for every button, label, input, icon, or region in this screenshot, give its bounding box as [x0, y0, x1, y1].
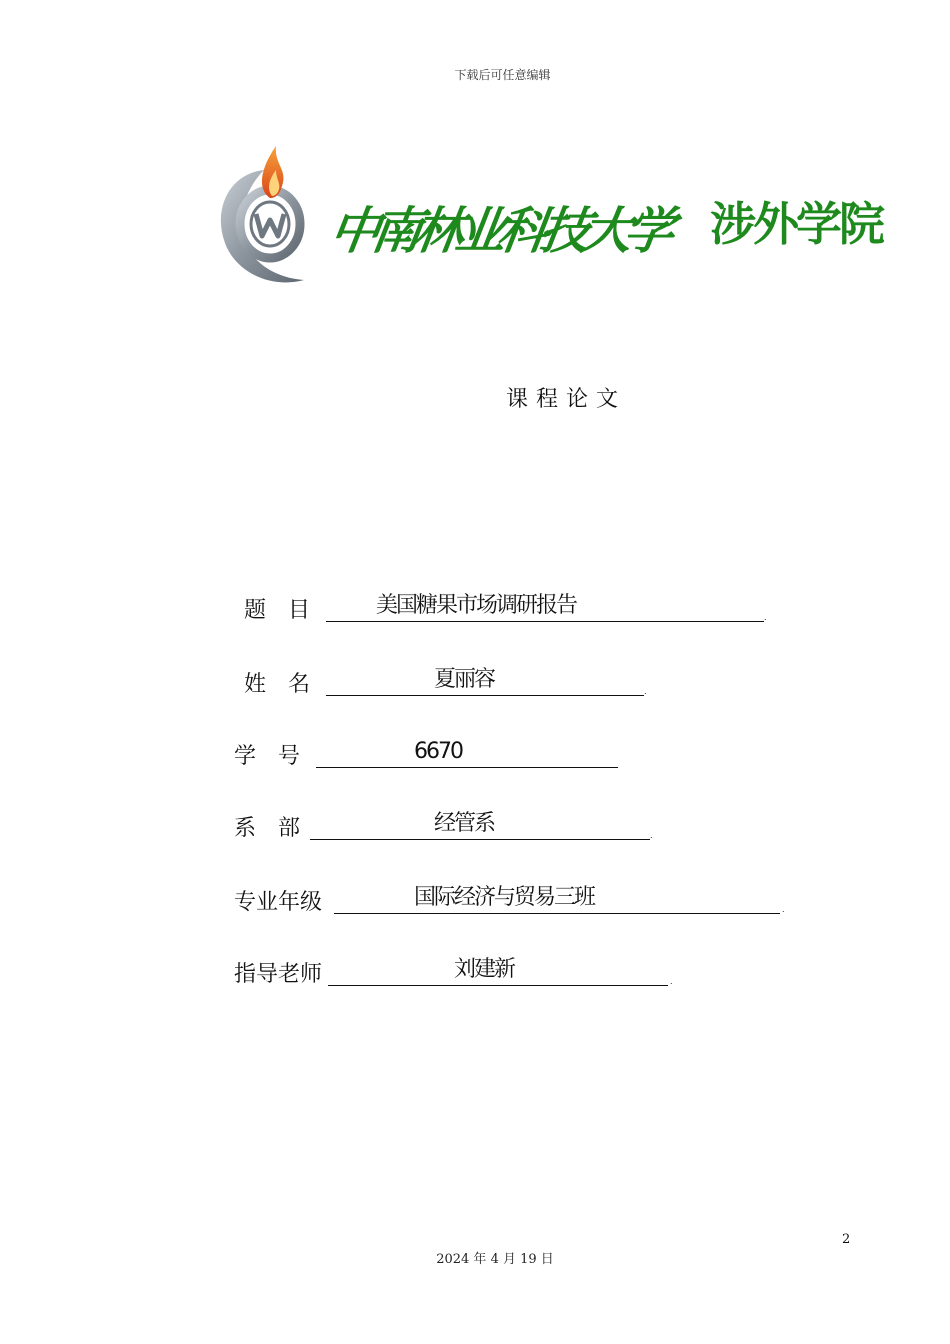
field-value: 6670 — [414, 739, 462, 764]
header-note: 下载后可任意编辑 — [454, 68, 551, 82]
field-label: 系 部 — [234, 816, 301, 841]
field-department — [234, 810, 658, 844]
field-value: 国际经济与贸易三班 — [414, 885, 595, 910]
field-label: 题 目 — [244, 598, 311, 623]
field-label: 指导老师 — [234, 962, 323, 987]
underline-end: . — [764, 613, 767, 622]
school-name-bold: 涉外学院 — [710, 197, 882, 251]
field-student-id — [234, 738, 624, 772]
field-value: 刘建新 — [454, 957, 515, 982]
underline-end: . — [782, 905, 785, 914]
underline-end: . — [670, 977, 673, 986]
field-name — [244, 666, 654, 700]
document-title: 课程论文 — [506, 387, 627, 412]
school-logo-icon — [218, 140, 310, 290]
field-topic — [244, 592, 770, 626]
field-value: 美国糖果市场调研报告 — [376, 593, 577, 618]
field-value: 夏丽容 — [434, 667, 495, 692]
school-banner — [218, 140, 912, 290]
field-major-grade — [234, 884, 794, 918]
field-label: 专业年级 — [234, 890, 323, 915]
field-advisor — [234, 956, 678, 990]
footer-date: 2024 年 4 月 19 日 — [436, 1252, 554, 1267]
page-number: 2 — [842, 1232, 851, 1247]
field-label: 学 号 — [234, 744, 301, 769]
underline — [316, 737, 618, 768]
school-name-calligraphy: 中南林业科技大学 — [325, 201, 671, 260]
field-label: 姓 名 — [244, 672, 311, 697]
underline-end: . — [650, 831, 653, 840]
underline-end: . — [644, 687, 647, 696]
field-value: 经管系 — [434, 811, 495, 836]
